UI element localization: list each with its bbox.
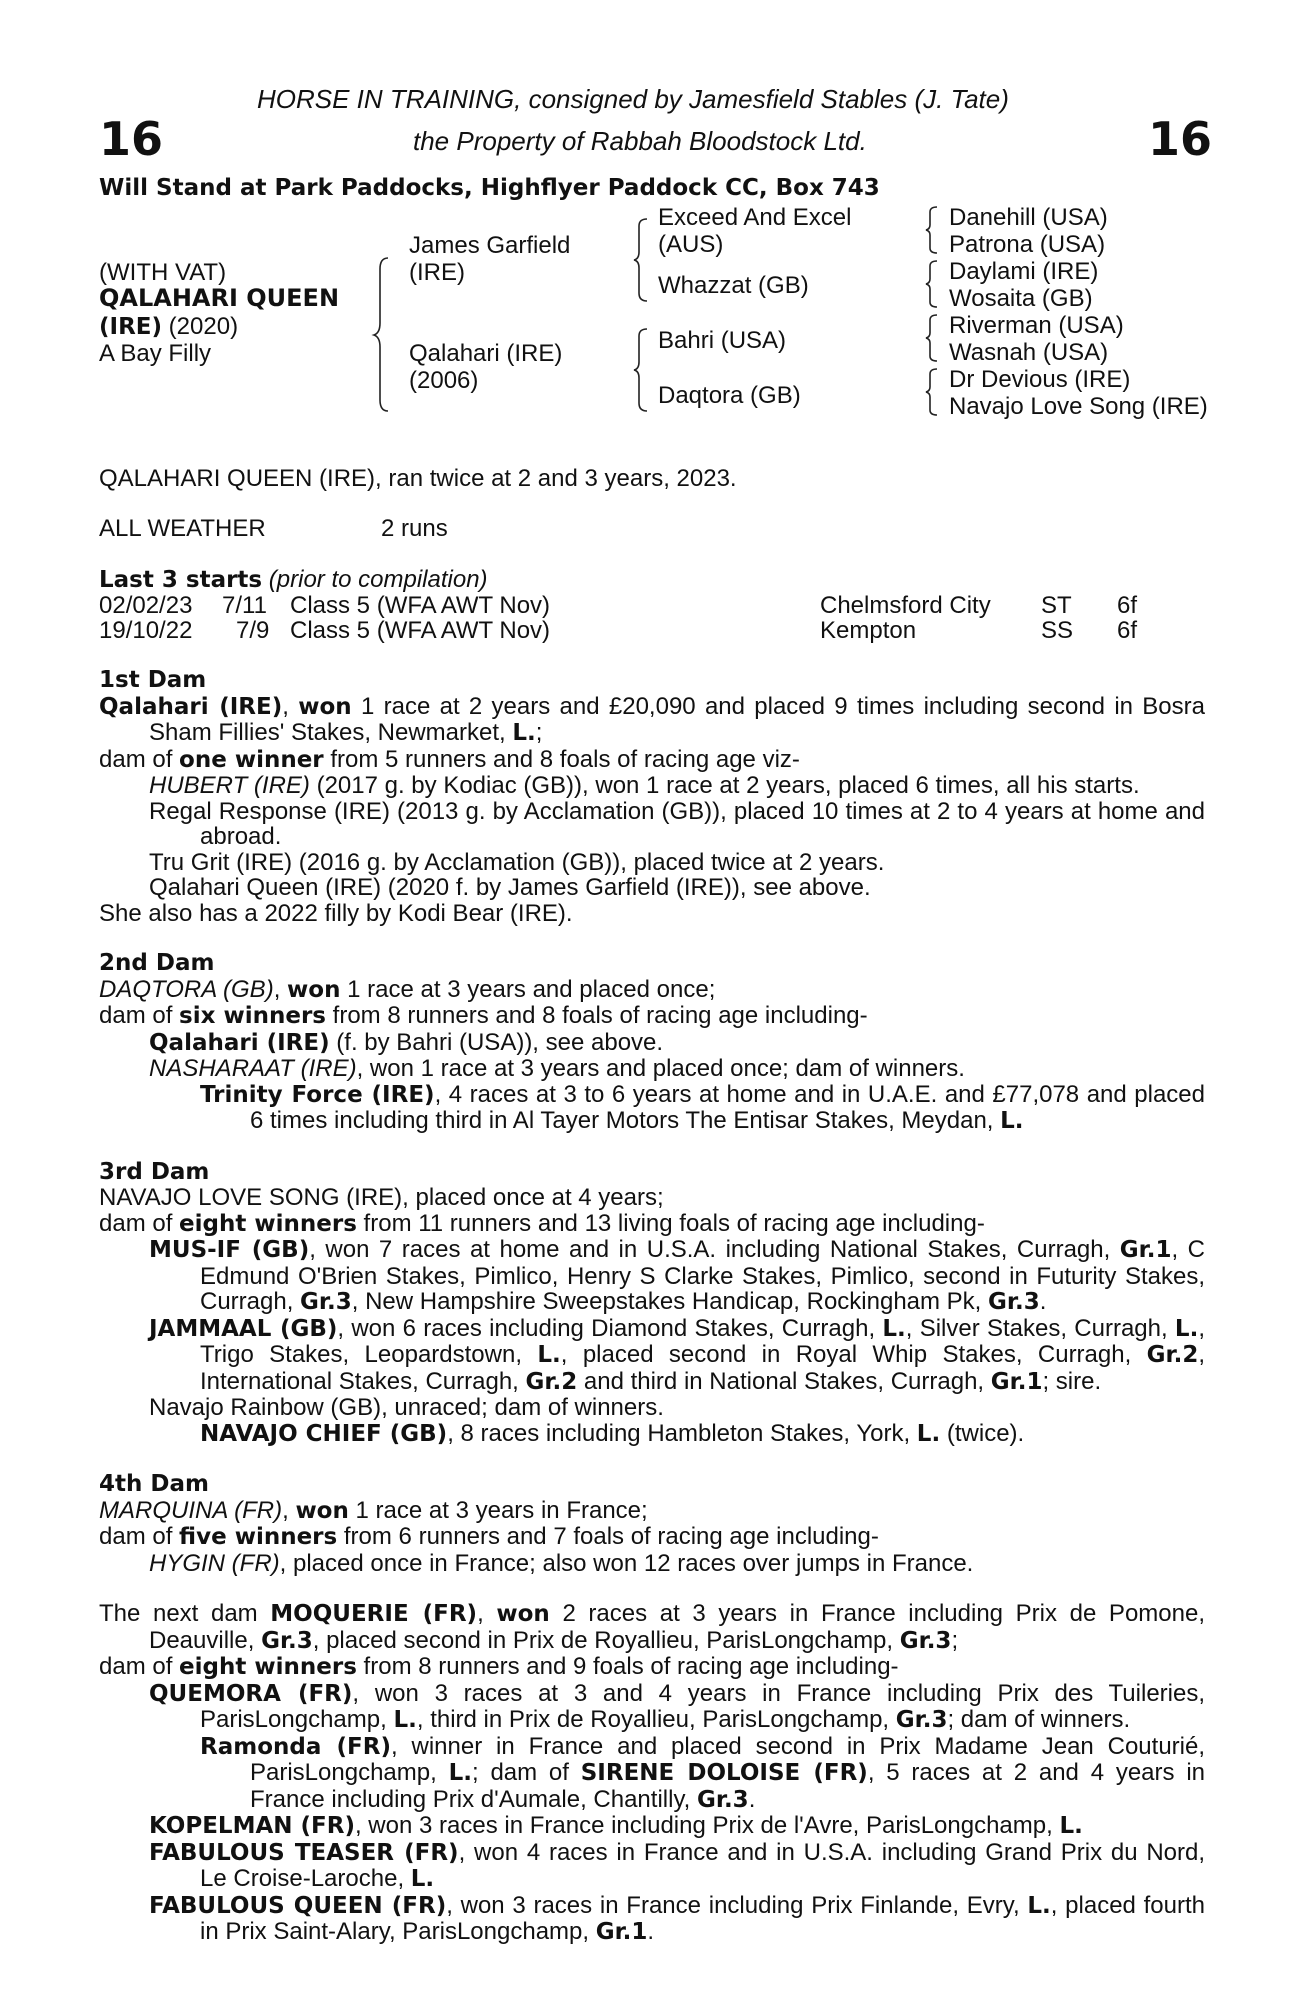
pedigree-brace-g4-1 xyxy=(926,206,940,254)
third-dam-record: NAVAJO LOVE SONG (IRE), placed once at 4 years; xyxy=(99,1184,664,1211)
first-dam-produce: dam of one winner from 5 runners and 8 foals of racing age viz- xyxy=(99,745,800,773)
last-starts-heading xyxy=(99,566,488,594)
first-dam-record: Qalahari (IRE), won 1 race at 2 years and £20,090 and placed 9 times including second in Bosra Sham Fillies' Stakes, Newmarket, L.; xyxy=(99,692,1205,746)
sire-sire-country: (AUS) xyxy=(658,231,724,258)
pedigree-brace-g4-4 xyxy=(926,368,940,416)
produce-item: NASHARAAT (IRE), won 1 race at 3 years and placed once; dam of winners. xyxy=(149,1055,965,1082)
property-line: the Property of Rabbah Bloodstock Ltd. xyxy=(413,126,867,156)
horse-country: (IRE) xyxy=(99,314,163,340)
second-dam-record: DAQTORA (GB), won 1 race at 3 years and placed once; xyxy=(99,975,716,1003)
last-starts-table xyxy=(99,592,1149,642)
g4-5: Riverman (USA) xyxy=(949,312,1124,339)
third-dam-produce: dam of eight winners from 11 runners and 13 living foals of racing age including- xyxy=(99,1209,985,1237)
g4-1: Danehill (USA) xyxy=(949,204,1108,231)
g4-7: Dr Devious (IRE) xyxy=(949,366,1131,393)
first-dam-heading: 1st Dam xyxy=(99,667,207,693)
consignor-line: HORSE IN TRAINING, consigned by Jamesfield Stables (J. Tate) xyxy=(257,84,1009,114)
lot-number-right: 16 xyxy=(1148,112,1213,166)
vat-note: (WITH VAT) xyxy=(99,259,227,286)
start-going: SS xyxy=(1041,617,1074,644)
fourth-dam-produce: dam of five winners from 6 runners and 7 foals of racing age including- xyxy=(99,1523,879,1550)
pedigree-dam-sire: Bahri (USA) xyxy=(658,327,787,354)
g4-2: Patrona (USA) xyxy=(949,231,1106,258)
all-weather-label: ALL WEATHER xyxy=(99,515,266,542)
pedigree-sire xyxy=(409,232,570,286)
start-row xyxy=(99,592,1149,617)
third-dam-heading: 3rd Dam xyxy=(99,1158,210,1185)
horse-year: (2020) xyxy=(162,313,239,340)
pedigree-brace-g4-2 xyxy=(926,260,940,308)
fourth-dam-record: MARQUINA (FR), won 1 race at 3 years in France; xyxy=(99,1496,648,1524)
g4-8: Navajo Love Song (IRE) xyxy=(949,393,1208,420)
last-starts-subtitle: (prior to compilation) xyxy=(268,566,488,593)
g4-4: Wosaita (GB) xyxy=(949,285,1093,312)
start-distance: 6f xyxy=(1117,617,1138,644)
start-course: Kempton xyxy=(820,617,917,644)
produce-item: NAVAJO CHIEF (GB), 8 races including Hambleton Stakes, York, L. (twice). xyxy=(200,1419,1025,1447)
produce-note: She also has a 2022 filly by Kodi Bear (IRE). xyxy=(99,899,573,927)
start-position: 7/9 xyxy=(236,617,270,644)
pedigree-sire-sire xyxy=(658,204,851,258)
pedigree-brace-sire xyxy=(635,218,651,302)
g4-6: Wasnah (USA) xyxy=(949,339,1109,366)
g4-3: Daylami (IRE) xyxy=(949,258,1099,285)
produce-item: Regal Response (IRE) (2013 g. by Acclamation (GB)), placed 10 times at 2 to 4 years at home and abroad. xyxy=(149,797,1205,850)
all-weather-value: 2 runs xyxy=(381,515,448,542)
horse-description: A Bay Filly xyxy=(99,340,212,367)
fourth-dam-heading: 4th Dam xyxy=(99,1471,209,1497)
last-starts-title: Last 3 starts xyxy=(99,567,263,593)
produce-item: KOPELMAN (FR), won 3 races in France including Prix de l'Avre, ParisLongchamp, L. xyxy=(149,1812,1083,1839)
produce-item: Ramonda (FR), winner in France and placed second in Prix Madame Jean Couturié, ParisLongchamp, L.; dam of SIRENE DOLOISE (FR), 5 races at 2 and 4 years in France including Prix d'Aumale, Chantilly, Gr.3. xyxy=(200,1732,1206,1813)
produce-item: JAMMAAL (GB), won 6 races including Diamond Stakes, Curragh, L., Silver Stakes, Curragh, L., Trigo Stakes, Leopardstown, L., placed second in Royal Whip Stakes, Curragh, Gr.2, International Stakes, Curragh, Gr.2 and third in National Stakes, Curragh, Gr.1; sire. xyxy=(149,1314,1205,1395)
lot-number-left: 16 xyxy=(99,112,164,166)
pedigree-brace-g4-3 xyxy=(926,314,940,362)
start-race: Class 5 (WFA AWT Nov) xyxy=(290,592,551,619)
start-going: ST xyxy=(1041,592,1072,619)
produce-item: Tru Grit (IRE) (2016 g. by Acclamation (GB)), placed twice at 2 years. xyxy=(149,848,885,876)
start-course: Chelmsford City xyxy=(820,592,991,619)
pedigree-sire-dam: Whazzat (GB) xyxy=(658,272,809,299)
produce-item: Qalahari Queen (IRE) (2020 f. by James Garfield (IRE)), see above. xyxy=(149,874,871,901)
dam-year: (2006) xyxy=(409,367,479,394)
start-race: Class 5 (WFA AWT Nov) xyxy=(290,617,551,644)
start-position: 7/11 xyxy=(222,592,267,619)
produce-item: HYGIN (FR), placed once in France; also won 12 races over jumps in France. xyxy=(149,1549,974,1577)
horse-name-line2 xyxy=(99,313,238,341)
start-date: 02/02/23 xyxy=(99,592,193,619)
race-summary: QALAHARI QUEEN (IRE), ran twice at 2 and 3 years, 2023. xyxy=(99,465,737,492)
stand-info: Will Stand at Park Paddocks, Highflyer Paddock CC, Box 743 xyxy=(99,175,880,201)
horse-name: QALAHARI QUEEN xyxy=(99,284,340,312)
start-row xyxy=(99,617,1149,642)
sire-sire-name: Exceed And Excel xyxy=(658,204,852,231)
produce-item: Qalahari (IRE) (f. by Bahri (USA)), see above. xyxy=(149,1028,664,1056)
produce-item: Navajo Rainbow (GB), unraced; dam of winners. xyxy=(149,1394,664,1421)
pedigree-dam xyxy=(409,340,562,394)
pedigree-brace-main xyxy=(376,257,392,412)
second-dam-heading: 2nd Dam xyxy=(99,950,215,976)
next-dam-produce: dam of eight winners from 8 runners and 9 foals of racing age including- xyxy=(99,1653,899,1680)
sire-country: (IRE) xyxy=(409,259,465,286)
pedigree-brace-dam xyxy=(635,328,651,412)
second-dam-produce: dam of six winners from 8 runners and 8 foals of racing age including- xyxy=(99,1002,868,1029)
next-dam-record: The next dam MOQUERIE (FR), won 2 races at 3 years in France including Prix de Pomone, Deauville, Gr.3, placed second in Prix de Royallieu, ParisLongchamp, Gr.3; xyxy=(99,1600,1205,1654)
sire-name: James Garfield xyxy=(409,232,571,259)
produce-item: Trinity Force (IRE), 4 races at 3 to 6 years at home and in U.A.E. and £77,078 and placed 6 times including third in Al Tayer Motors The Entisar Stakes, Meydan, L. xyxy=(200,1080,1205,1134)
pedigree-fourth-generation xyxy=(949,204,1208,420)
dam-name: Qalahari (IRE) xyxy=(409,340,563,367)
produce-item: FABULOUS QUEEN (FR), won 3 races in France including Prix Finlande, Evry, L., placed fourth in Prix Saint-Alary, ParisLongchamp, Gr.1. xyxy=(149,1891,1205,1945)
produce-item: QUEMORA (FR), won 3 races at 3 and 4 years in France including Prix des Tuileries, ParisLongchamp, L., third in Prix de Royallieu, ParisLongchamp, Gr.3; dam of winners. xyxy=(149,1679,1206,1733)
produce-item: MUS-IF (GB), won 7 races at home and in U.S.A. including National Stakes, Curragh, Gr.1, C Edmund O'Brien Stakes, Pimlico, Henry S Clarke Stakes, Pimlico, second in Futurity Stakes, Curragh, Gr.3, New Hampshire Sweepstakes Handicap, Rockingham Pk, Gr.3. xyxy=(149,1236,1205,1315)
start-distance: 6f xyxy=(1117,592,1138,619)
produce-item: HUBERT (IRE) (2017 g. by Kodiac (GB)), won 1 race at 2 years, placed 6 times, all his starts. xyxy=(149,772,1140,799)
catalogue-body xyxy=(99,668,1205,1946)
start-date: 19/10/22 xyxy=(99,617,193,644)
produce-item: FABULOUS TEASER (FR), won 4 races in France and in U.S.A. including Grand Prix du Nord, Le Croise-Laroche, L. xyxy=(149,1838,1206,1892)
pedigree-dam-dam: Daqtora (GB) xyxy=(658,382,801,409)
